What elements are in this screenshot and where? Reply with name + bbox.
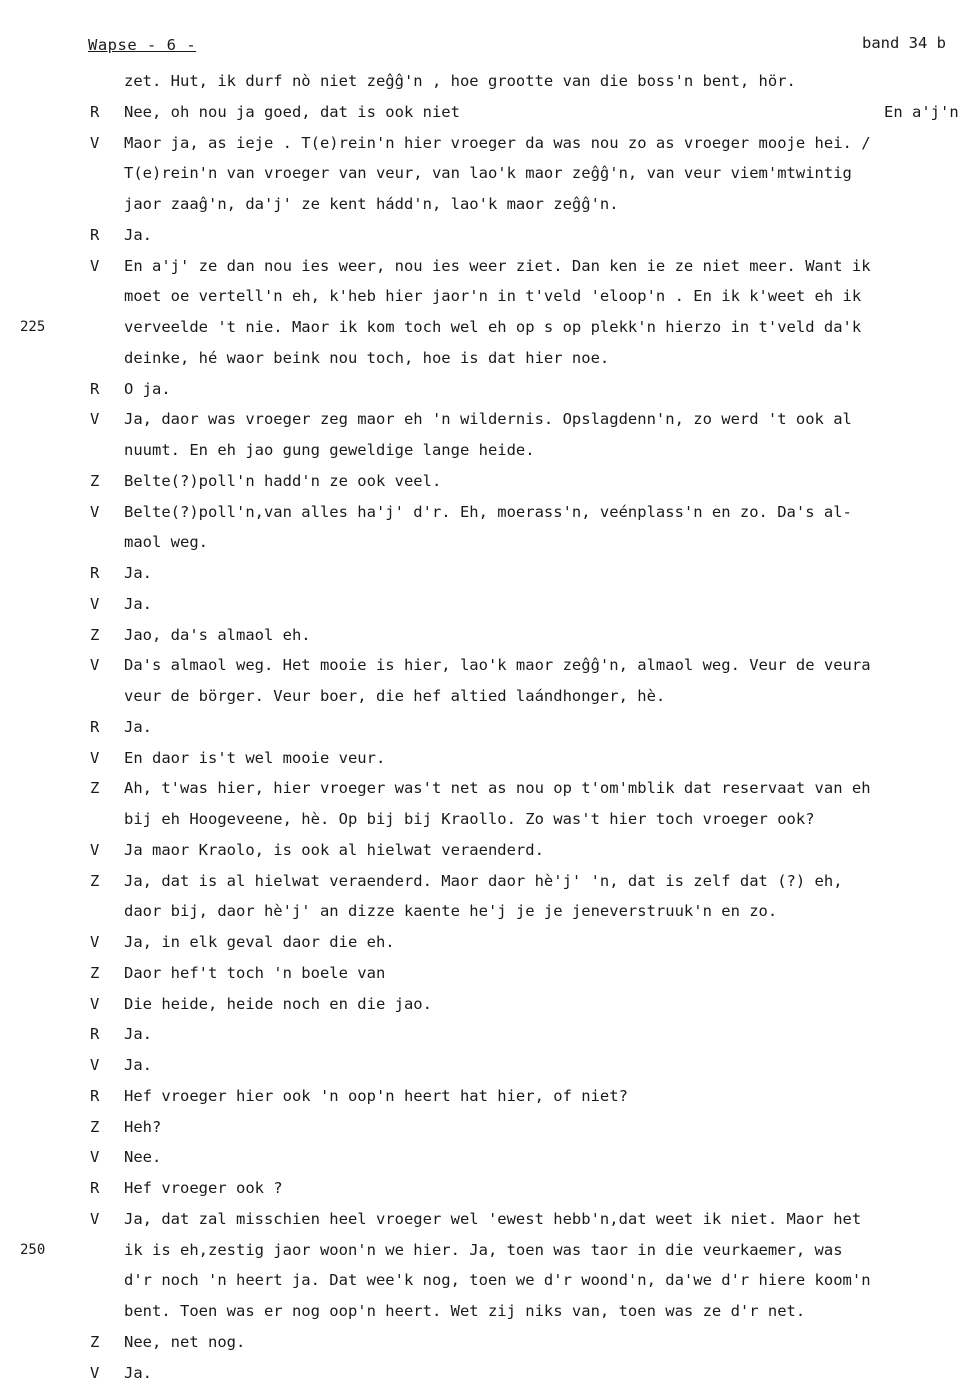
transcript-line (0, 1050, 973, 1081)
utterance-text: Ja. (124, 564, 152, 582)
utterance-text: Nee, net nog. (124, 1332, 246, 1351)
speaker-label: R (90, 1179, 100, 1197)
speaker-label: R (90, 1025, 100, 1044)
utterance-text: Hef vroeger ook ? (124, 1179, 283, 1197)
utterance-text: Belte(?)poll'n,van alles ha'j' d'r. Eh, moerass'n, veénplass'n en zo. Da's al- (124, 502, 852, 521)
transcript-line (0, 435, 973, 466)
utterance-text: O ja. (124, 379, 171, 398)
transcript-line (0, 1112, 973, 1143)
transcript-line (0, 927, 973, 958)
speaker-label: R (90, 1086, 100, 1105)
transcript-line (0, 773, 973, 804)
speaker-label: Z (90, 625, 100, 644)
page-header-title: Wapse - 6 - (88, 36, 197, 54)
transcript-line (0, 343, 973, 374)
speaker-label: V (90, 594, 100, 613)
utterance-text: Maor ja, as ieje . T(e)rein'n hier vroeger da was nou zo as vroeger mooje hei. / (124, 133, 871, 152)
margin-continuation: En a'j'n (884, 102, 959, 121)
transcript-line (0, 251, 973, 282)
utterance-text: Ja, in elk geval daor die eh. (124, 933, 395, 951)
transcript-line (0, 497, 973, 528)
utterance-text: Die heide, heide noch en die jao. (124, 994, 432, 1013)
utterance-text: En a'j' ze dan nou ies weer, nou ies weer ziet. Dan ken ie ze niet meer. Want ik (124, 256, 871, 275)
speaker-label: V (90, 994, 100, 1013)
transcript-line (0, 97, 973, 128)
speaker-label: V (90, 410, 100, 429)
transcript-line (0, 189, 973, 220)
speaker-label: V (90, 1363, 100, 1382)
transcript-line (0, 1173, 973, 1204)
transcript-line (0, 220, 973, 251)
transcript-line (0, 743, 973, 774)
transcript-line (0, 158, 973, 189)
speaker-label: Z (90, 779, 100, 798)
transcript-line (0, 312, 973, 343)
utterance-text: d'r noch 'n heert ja. Dat wee'k nog, toen we d'r woond'n, da'we d'r hiere koom'n (124, 1271, 871, 1290)
utterance-text: T(e)rein'n van vroeger van veur, van lao'k maor zeĝĝ'n, van veur viem'mtwintig (124, 164, 852, 183)
utterance-text: Ja. (124, 1025, 152, 1044)
speaker-label: Z (90, 1117, 100, 1136)
speaker-label: R (90, 379, 100, 398)
speaker-label: R (90, 225, 100, 244)
transcript-line (0, 835, 973, 866)
transcript-line (0, 1265, 973, 1296)
transcript-line (0, 1296, 973, 1327)
speaker-label: R (90, 102, 100, 121)
transcript-line (0, 1142, 973, 1173)
utterance-text: Da's almaol weg. Het mooie is hier, lao'k maor zeĝĝ'n, almaol weg. Veur de veura (124, 656, 871, 675)
transcript-line (0, 1235, 973, 1266)
speaker-label: V (90, 133, 100, 152)
utterance-text: daor bij, daor hè'j' an dizze kaente he'j je je jeneverstruuk'n en zo. (124, 902, 778, 921)
transcript-line (0, 374, 973, 405)
utterance-text: bij eh Hoogeveene, hè. Op bij bij Kraollo. Zo was't hier toch vroeger ook? (124, 810, 815, 828)
transcript-line (0, 681, 973, 712)
utterance-text: Ja, dat zal misschien heel vroeger wel 'ewest hebb'n,dat weet ik niet. Maor het (124, 1209, 862, 1228)
speaker-label: V (90, 933, 100, 951)
transcript-line (0, 281, 973, 312)
utterance-text: jaor zaaĝ'n, da'j' ze kent hádd'n, lao'k maor zeĝĝ'n. (124, 195, 619, 213)
utterance-text: Heh? (124, 1117, 162, 1136)
utterance-text: moet oe vertell'n eh, k'heb hier jaor'n in t'veld 'eloop'n . En ik k'weet eh ik (124, 287, 862, 306)
transcript-line (0, 128, 973, 159)
speaker-label: Z (90, 471, 100, 490)
speaker-label: R (90, 564, 100, 582)
speaker-label: Z (90, 871, 100, 890)
utterance-text: En daor is't wel mooie veur. (124, 748, 386, 767)
page-header-band: band 34 b (862, 34, 946, 52)
transcript-line (0, 1358, 973, 1389)
speaker-label: V (90, 656, 100, 675)
utterance-text: Jao, da's almaol eh. (124, 625, 311, 644)
transcript-line (0, 1327, 973, 1358)
utterance-text: ik is eh,zestig jaor woon'n we hier. Ja, toen was taor in die veurkaemer, was (124, 1240, 843, 1259)
speaker-label: V (90, 748, 100, 767)
transcript-line (0, 1081, 973, 1112)
utterance-text: maol weg. (124, 533, 208, 552)
transcript-line (0, 466, 973, 497)
utterance-text: Daor hef't toch 'n boele van (124, 963, 386, 982)
utterance-text: verveelde 't nie. Maor ik kom toch wel eh op s op plekk'n hierzo in t'veld da'k (124, 318, 862, 336)
speaker-label: Z (90, 963, 100, 982)
speaker-label: Z (90, 1332, 100, 1351)
line-number: 250 (20, 1241, 46, 1258)
utterance-text: zet. Hut, ik durf nò niet zeĝĝ'n , hoe grootte van die boss'n bent, hör. (124, 72, 796, 90)
transcript-line (0, 1019, 973, 1050)
transcript-lines (0, 66, 973, 1388)
transcript-line (0, 1204, 973, 1235)
utterance-text: veur de börger. Veur boer, die hef altied laándhonger, hè. (124, 687, 666, 705)
transcript-line (0, 958, 973, 989)
utterance-text: Ja. (124, 1056, 152, 1074)
utterance-text: Hef vroeger hier ook 'n oop'n heert hat hier, of niet? (124, 1086, 628, 1105)
utterance-text: Ja. (124, 717, 152, 736)
speaker-label: V (90, 502, 100, 521)
utterance-text: Ja, daor was vroeger zeg maor eh 'n wildernis. Opslagdenn'n, zo werd 't ook al (124, 410, 852, 429)
utterance-text: bent. Toen was er nog oop'n heert. Wet zij niks van, toen was ze d'r net. (124, 1302, 806, 1320)
utterance-text: Ja maor Kraolo, is ook al hielwat veraenderd. (124, 840, 544, 859)
transcript-line (0, 712, 973, 743)
transcript-line (0, 66, 973, 97)
transcript-line (0, 896, 973, 927)
utterance-text: Belte(?)poll'n hadd'n ze ook veel. (124, 471, 442, 490)
speaker-label: V (90, 1209, 100, 1228)
utterance-text: Nee. (124, 1148, 162, 1167)
utterance-text: deinke, hé waor beink nou toch, hoe is dat hier noe. (124, 348, 610, 367)
utterance-text: Ja. (124, 1363, 152, 1382)
utterance-text: Ja. (124, 225, 152, 244)
speaker-label: V (90, 1148, 100, 1167)
transcript-line (0, 527, 973, 558)
utterance-text: Nee, oh nou ja goed, dat is ook niet (124, 102, 460, 121)
utterance-text: Ja. (124, 594, 152, 613)
transcript-line (0, 989, 973, 1020)
utterance-text: Ah, t'was hier, hier vroeger was't net as nou op t'om'mblik dat reservaat van eh (124, 779, 871, 798)
transcript-line (0, 589, 973, 620)
transcript-line (0, 620, 973, 651)
speaker-label: V (90, 840, 100, 859)
speaker-label: V (90, 256, 100, 275)
transcript-line (0, 804, 973, 835)
speaker-label: V (90, 1056, 100, 1074)
utterance-text: nuumt. En eh jao gung geweldige lange heide. (124, 441, 535, 459)
utterance-text: Ja, dat is al hielwat veraenderd. Maor daor hè'j' 'n, dat is zelf dat (?) eh, (124, 871, 843, 890)
transcript-line (0, 866, 973, 897)
transcript-line (0, 558, 973, 589)
line-number: 225 (20, 319, 46, 335)
speaker-label: R (90, 717, 100, 736)
transcript-line (0, 404, 973, 435)
transcript-line (0, 650, 973, 681)
